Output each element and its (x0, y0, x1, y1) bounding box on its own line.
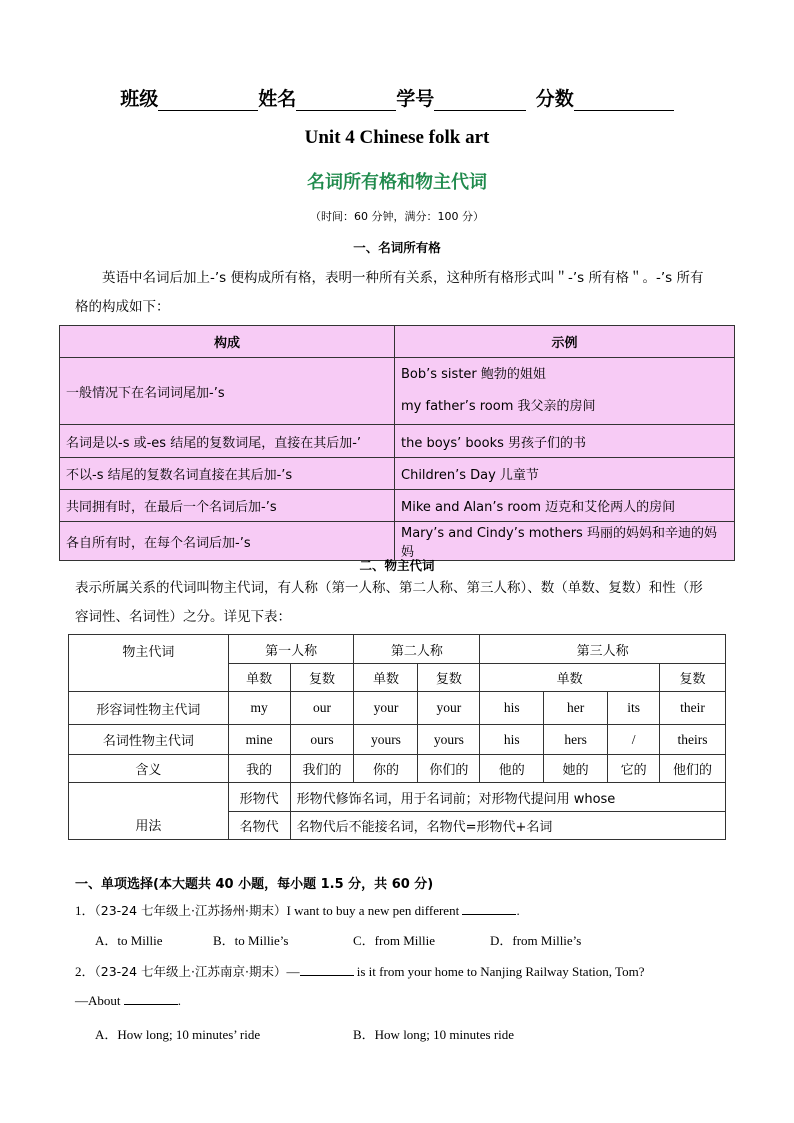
table-row (69, 635, 726, 664)
meaning-row-label: 含义 (69, 755, 229, 783)
question-text: I want to buy a new pen different (286, 903, 460, 918)
id-blank[interactable] (434, 92, 526, 111)
usage-text-cell: 形物代修饰名词，用于名词前；对形物代提问用 whose (290, 783, 725, 812)
person2-header: 第二人称 (354, 635, 480, 664)
table-cell: his (480, 692, 544, 725)
noun-row-label: 名词性物主代词 (69, 725, 229, 755)
option-a[interactable]: A．to Millie (95, 933, 163, 948)
example-text: Bob’s sister 鲍勃的姐姐 (401, 367, 546, 382)
plural-header: 复数 (660, 664, 726, 692)
page-subtitle: 名词所有格和物主代词 (307, 172, 487, 193)
table-cell: 她的 (544, 755, 608, 783)
table-row (69, 725, 726, 755)
plural-header: 复数 (290, 664, 354, 692)
question-number: 2． (75, 964, 95, 979)
id-label: 学号 (396, 89, 435, 110)
table-row (60, 458, 735, 490)
section2-intro (75, 574, 725, 632)
table-cell: 你们的 (418, 755, 480, 783)
table-header-row (60, 326, 735, 358)
time-info: （时间：60 分钟，满分：100 分） (310, 210, 484, 223)
table-row (69, 755, 726, 783)
usage-row-label: 用法 (69, 783, 229, 840)
name-blank[interactable] (296, 92, 396, 111)
example-cell: Children’s Day 儿童节 (395, 458, 735, 490)
option-c[interactable]: C．from Millie (353, 933, 435, 948)
corner-cell: 物主代词 (69, 635, 229, 692)
example-cell (395, 358, 735, 425)
singular-header: 单数 (354, 664, 418, 692)
questions-heading: 一、单项选择(本大题共 40 小题，每小题 1.5 分，共 60 分) (75, 877, 434, 892)
question-dash: — (286, 964, 300, 979)
usage-type-cell: 名物代 (228, 812, 290, 840)
rule-cell: 一般情况下在名词词尾加-’s (60, 358, 395, 425)
answer-blank[interactable] (124, 992, 178, 1005)
score-label: 分数 (535, 89, 574, 110)
option-a[interactable]: A．How long; 10 minutes’ ride (95, 1027, 261, 1042)
option-b[interactable]: B．to Millie’s (213, 933, 289, 948)
option-d[interactable]: D．from Millie’s (490, 933, 582, 948)
table-cell: 它的 (608, 755, 660, 783)
table-row (60, 358, 735, 425)
name-label: 姓名 (258, 89, 297, 110)
question-text: is it from your home to Nanjing Railway Station, Tom? (356, 964, 645, 979)
rule-cell: 共同拥有时，在最后一个名词后加-’s (60, 490, 395, 522)
table-cell: / (608, 725, 660, 755)
table-cell: its (608, 692, 660, 725)
usage-text-cell: 名物代后不能接名词，名物代=形物代+名词 (290, 812, 725, 840)
question-2-line2 (75, 992, 181, 1009)
answer-blank[interactable] (300, 963, 354, 976)
question-source: （23-24 七年级上·江苏南京·期末） (94, 964, 287, 979)
person3-header: 第三人称 (480, 635, 726, 664)
table-cell: our (290, 692, 354, 725)
option-b[interactable]: B．How long; 10 minutes ride (353, 1027, 515, 1042)
col-header-example: 示例 (395, 326, 735, 358)
score-blank[interactable] (574, 92, 674, 111)
table-cell: ours (290, 725, 354, 755)
table-cell: 我们的 (290, 755, 354, 783)
section1-intro-line2: 格的构成如下： (75, 299, 170, 315)
section2-heading: 二、物主代词 (359, 558, 435, 573)
section2-intro-line2: 容词性、名词性）之分。详见下表： (75, 609, 291, 625)
table-cell: 他们的 (660, 755, 726, 783)
question-source: （23-24 七年级上·江苏扬州·期末） (94, 903, 287, 918)
table-cell: his (480, 725, 544, 755)
table-row (60, 522, 735, 561)
question-end: . (177, 993, 181, 1008)
section2-intro-line1: 表示所属关系的代词叫物主代词，有人称（第一人称、第二人称、第三人称）、数（单数、复数）和性（形 (75, 580, 703, 596)
table-cell: hers (544, 725, 608, 755)
example-text: my father’s room 我父亲的房间 (401, 399, 596, 414)
adj-row-label: 形容词性物主代词 (69, 692, 229, 725)
table-cell: yours (354, 725, 418, 755)
table-cell: my (228, 692, 290, 725)
col-header-rule: 构成 (60, 326, 395, 358)
possessive-pronoun-table (68, 634, 726, 840)
rule-cell: 各自所有时，在每个名词后加-’s (60, 522, 395, 561)
usage-type-cell: 形物代 (228, 783, 290, 812)
section1-heading: 一、名词所有格 (353, 240, 441, 255)
section1-intro-line1: 英语中名词后加上-’s 便构成所有格，表明一种所有关系，这种所有格形式叫＂-’s 所有格＂。-’s 所有 (102, 270, 704, 286)
answer-blank[interactable] (462, 902, 516, 915)
table-cell: your (354, 692, 418, 725)
table-row (60, 490, 735, 522)
class-label: 班级 (120, 89, 159, 110)
question-1 (75, 900, 520, 919)
rule-cell: 名词是以-s 或-es 结尾的复数词尾，直接在其后加-’ (60, 425, 395, 458)
table-cell: yours (418, 725, 480, 755)
question-text: —About (75, 993, 121, 1008)
example-cell: the boys’ books 男孩子们的书 (395, 425, 735, 458)
table-cell: 他的 (480, 755, 544, 783)
question-end: . (516, 903, 520, 918)
example-cell: Mike and Alan’s room 迈克和艾伦两人的房间 (395, 490, 735, 522)
section1-intro (75, 264, 725, 322)
question-2 (75, 961, 644, 980)
rule-cell: 不以-s 结尾的复数名词直接在其后加-’s (60, 458, 395, 490)
table-row (60, 425, 735, 458)
singular-header: 单数 (480, 664, 660, 692)
question-number: 1． (75, 903, 95, 918)
table-cell: 我的 (228, 755, 290, 783)
table-cell: your (418, 692, 480, 725)
table-cell: her (544, 692, 608, 725)
page-title: Unit 4 Chinese folk art (304, 127, 490, 148)
table-cell: theirs (660, 725, 726, 755)
example-cell: Mary’s and Cindy’s mothers 玛丽的妈妈和辛迪的妈妈 (395, 522, 735, 561)
possessive-rules-table (59, 325, 735, 561)
table-cell: mine (228, 725, 290, 755)
table-cell: their (660, 692, 726, 725)
person1-header: 第一人称 (228, 635, 354, 664)
student-info-line (0, 84, 794, 111)
plural-header: 复数 (418, 664, 480, 692)
table-row (69, 692, 726, 725)
singular-header: 单数 (228, 664, 290, 692)
table-cell: 你的 (354, 755, 418, 783)
class-blank[interactable] (158, 92, 258, 111)
table-row (69, 783, 726, 812)
